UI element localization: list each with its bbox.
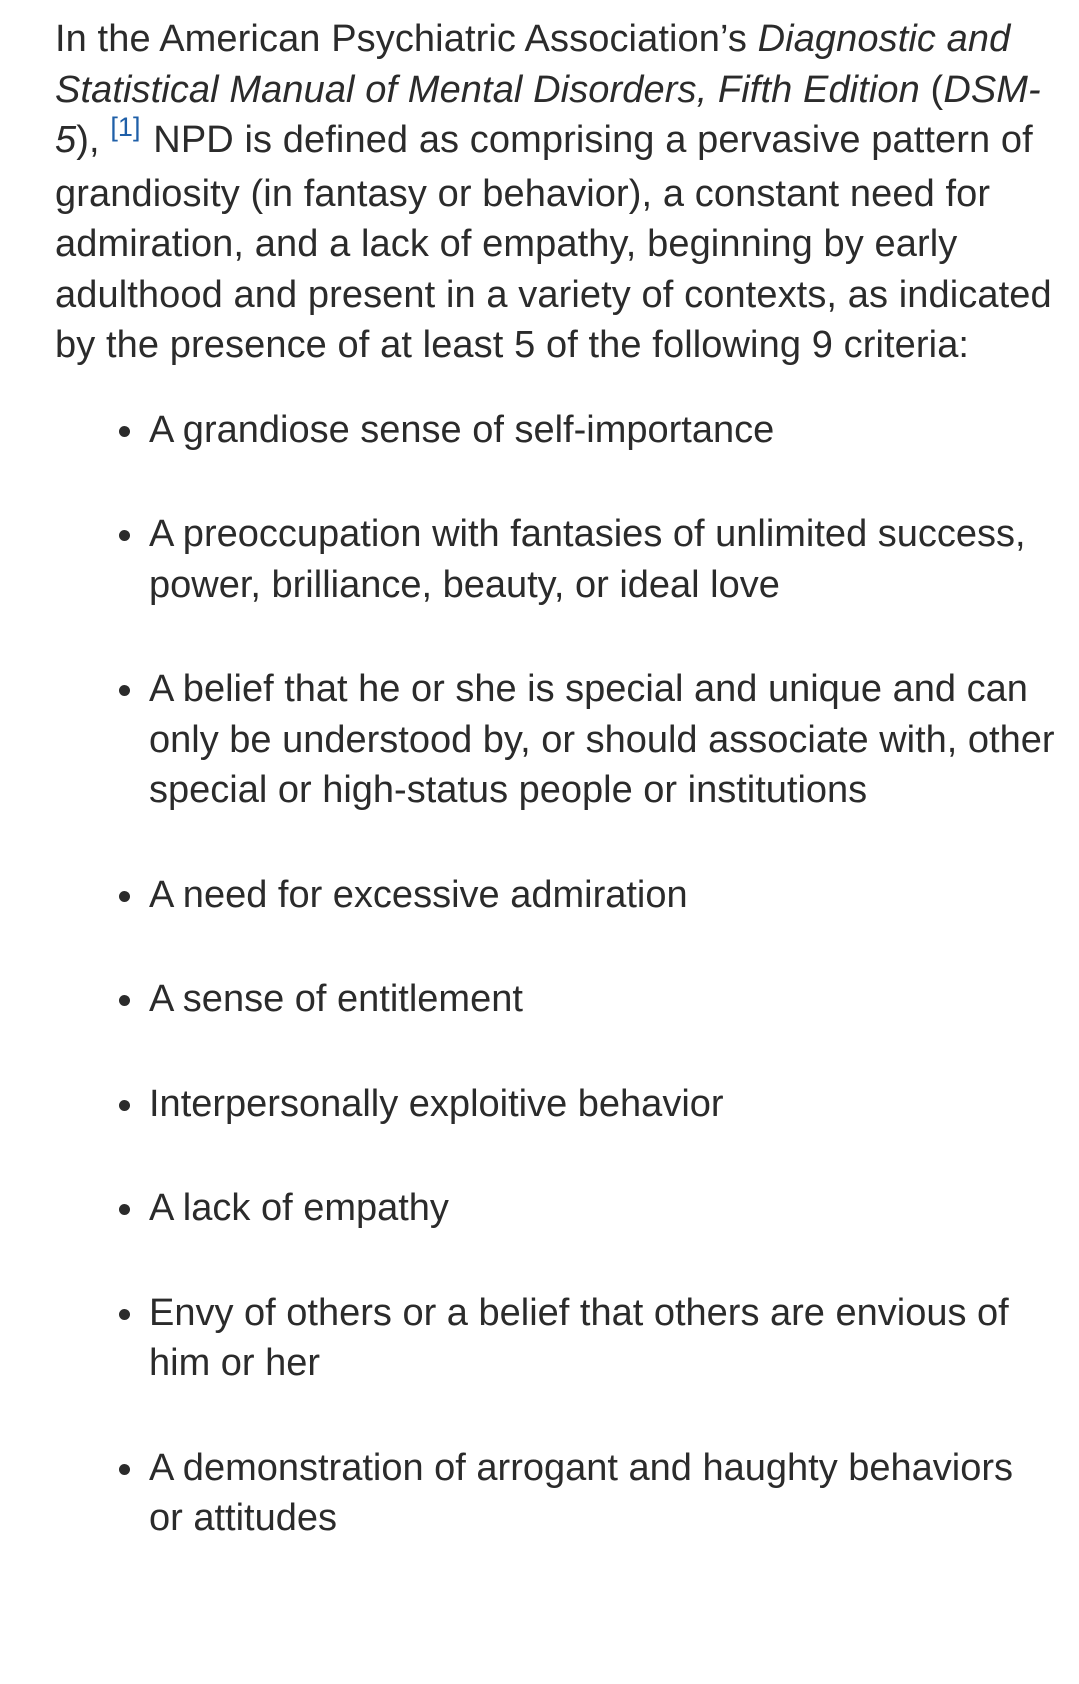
criteria-text: A belief that he or she is special and unique and can only be understood by, or should associate with, other special or high-status people or institutions xyxy=(149,668,1055,811)
intro-body: NPD is defined as comprising a pervasive pattern of grandiosity (in fantasy or behavior), a constant need for admiration, and a lack of empathy, beginning by early adulthood and present in a variety of contexts, as indicated by the presence of at least 5 of the following 9 criteria: xyxy=(55,119,1052,366)
criteria-item xyxy=(55,405,1055,456)
bullet-icon xyxy=(119,426,130,437)
criteria-item xyxy=(55,509,1055,610)
bullet-icon xyxy=(119,1464,130,1475)
bullet-icon xyxy=(119,530,130,541)
criteria-item xyxy=(55,664,1055,816)
manual-title: Diagnostic and Statistical Manual of Mental Disorders, Fifth Edition xyxy=(55,18,1011,111)
criteria-item xyxy=(55,870,1055,921)
intro-paragraph xyxy=(55,14,1055,371)
criteria-item xyxy=(55,974,1055,1025)
bullet-icon xyxy=(119,995,130,1006)
criteria-text: Envy of others or a belief that others are envious of him or her xyxy=(149,1291,1009,1384)
bullet-icon xyxy=(119,1204,130,1215)
criteria-text: A need for excessive admiration xyxy=(149,873,688,916)
paren-open: ( xyxy=(919,68,944,111)
paren-close: ), xyxy=(76,119,111,161)
criteria-item xyxy=(55,1079,1055,1130)
criteria-item xyxy=(55,1443,1055,1544)
criteria-text: Interpersonally exploitive behavior xyxy=(149,1082,724,1125)
criteria-text: A demonstration of arrogant and haughty behaviors or attitudes xyxy=(149,1446,1014,1539)
criteria-item xyxy=(55,1288,1055,1389)
criteria-list xyxy=(55,405,1055,1544)
criteria-text: A grandiose sense of self-importance xyxy=(149,408,775,451)
bullet-icon xyxy=(119,1100,130,1111)
manual-abbreviation: DSM-5 xyxy=(55,68,1041,161)
bullet-icon xyxy=(119,685,130,696)
article-body xyxy=(55,14,1055,1598)
bullet-icon xyxy=(119,891,130,902)
bullet-icon xyxy=(119,1309,130,1320)
criteria-text: A sense of entitlement xyxy=(149,978,523,1020)
criteria-text: A lack of empathy xyxy=(149,1187,449,1229)
criteria-text: A preoccupation with fantasies of unlimited success, power, brilliance, beauty, or ideal love xyxy=(149,513,1026,606)
reference-link-1[interactable]: [1] xyxy=(110,112,141,142)
criteria-item xyxy=(55,1183,1055,1234)
intro-prefix: In the American Psychiatric Association’s xyxy=(55,18,758,60)
